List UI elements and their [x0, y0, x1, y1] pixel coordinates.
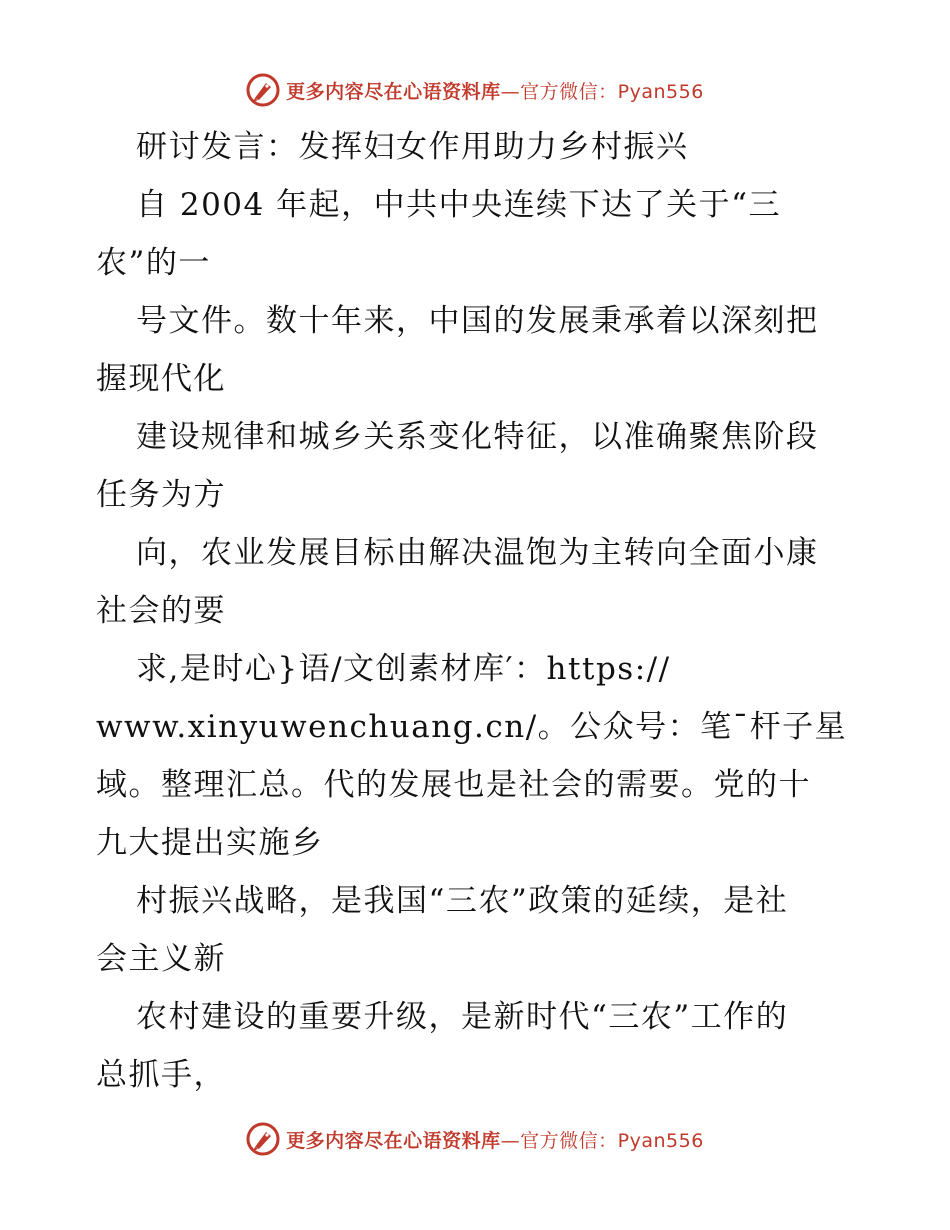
paragraph-line: 握现代化: [96, 361, 226, 397]
banner-text-bold: 更多内容尽在心语资料库: [286, 80, 501, 103]
paragraph-line: 向，农业发展目标由解决温饱为主转向全面小康: [136, 535, 819, 571]
paragraph-line: www.xinyuwenchuang.cn/。公众号：笔¯杆子星: [96, 709, 848, 745]
paragraph-line: 求,是时心}语/文创素材库′：https://: [136, 651, 671, 687]
banner-text-bold: 更多内容尽在心语资料库: [286, 1129, 501, 1152]
paragraph-line: 自 2004 年起，中共中央连续下达了关于“三: [136, 187, 781, 223]
document-body: [96, 118, 856, 1104]
pen-nib-logo-icon: [246, 1122, 280, 1156]
pen-nib-logo-icon: [246, 73, 280, 107]
paragraph-line: 号文件。数十年来，中国的发展秉承着以深刻把: [136, 303, 819, 339]
paragraph-line: 村振兴战略，是我国“三农”政策的延续，是社: [136, 883, 789, 919]
paragraph-line: 九大提出实施乡: [96, 825, 324, 861]
banner-text: [286, 77, 704, 104]
paragraph-line: 域。整理汇总。代的发展也是社会的需要。党的十: [96, 767, 811, 803]
document-title: 研讨发言：发挥妇女作用助力乡村振兴: [136, 129, 689, 165]
paragraph-line: 社会的要: [96, 593, 226, 629]
paragraph-line: 农”的一: [96, 245, 211, 281]
paragraph-line: 会主义新: [96, 941, 226, 977]
paragraph-line: 农村建设的重要升级，是新时代“三农”工作的: [136, 999, 789, 1035]
footer-banner: [0, 1117, 950, 1161]
paragraph-line: 建设规律和城乡关系变化特征，以准确聚焦阶段: [136, 419, 819, 455]
banner-text-rest: —官方微信：Pyan556: [500, 80, 704, 103]
banner-text: [286, 1126, 704, 1153]
header-banner: [0, 68, 950, 112]
paragraph-line: 任务为方: [96, 477, 226, 513]
banner-text-rest: —官方微信：Pyan556: [500, 1129, 704, 1152]
paragraph-line: 总抓手，: [96, 1057, 226, 1093]
